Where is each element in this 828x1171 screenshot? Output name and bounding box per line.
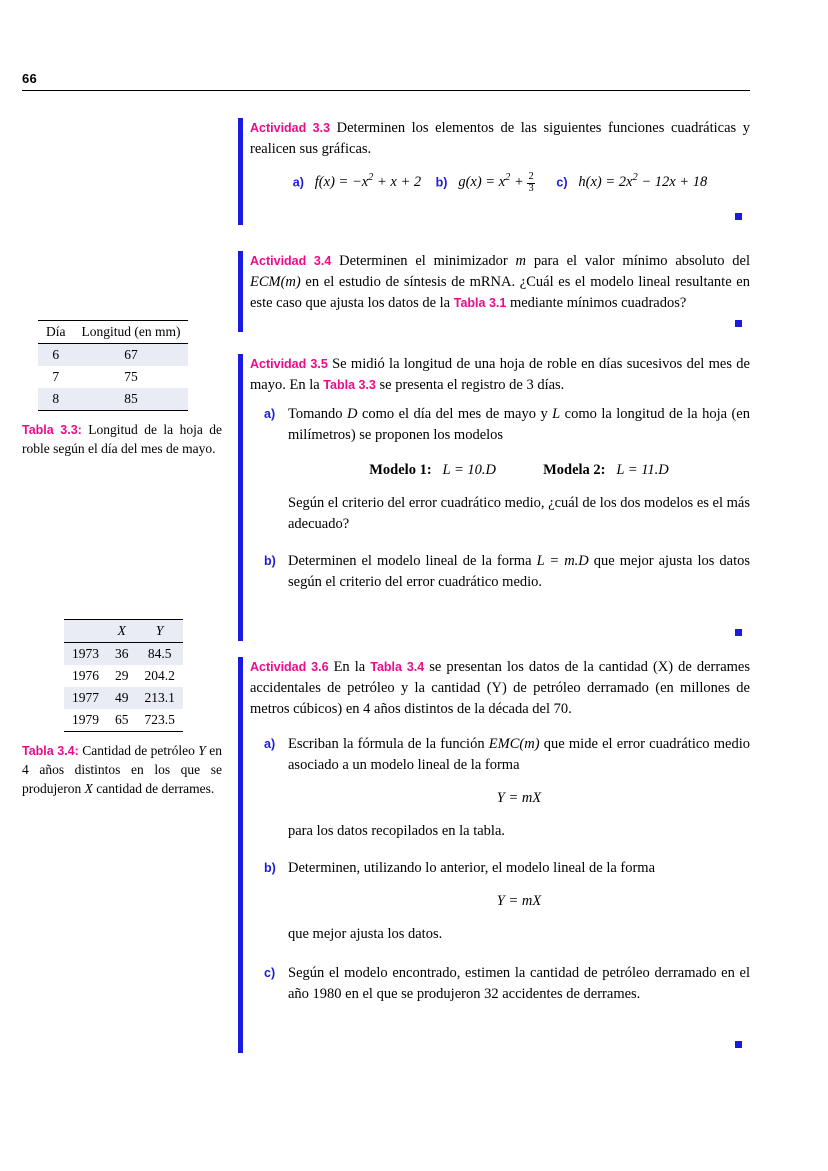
activity-3-4 [238, 251, 750, 332]
caption-label: Tabla 3.3: [22, 423, 82, 437]
table-cell: 723.5 [137, 709, 183, 732]
item-letter-b: b) [264, 554, 276, 569]
activity-3-3-items [250, 172, 750, 195]
table-header-cell: Y [137, 619, 183, 642]
table-cell: 29 [115, 667, 129, 683]
formula-c: $h(x) = 2x^2 - 12x + 18$ [571, 172, 708, 191]
activity-label: Actividad 3.3 [250, 121, 331, 135]
item-b-text: Determinen, utilizando lo anterior, el modelo lineal de la forma [288, 860, 656, 877]
activity-accent-bar [238, 657, 243, 1053]
activity-end-marker [250, 1035, 750, 1053]
caption-text-1: Cantidad de petróleo [78, 742, 199, 758]
table-header-cell: Longitud (en mm) [74, 321, 189, 344]
table-3-3 [38, 320, 188, 411]
table-row [38, 388, 188, 411]
symbol-m: m [515, 252, 527, 269]
item-b-tail: que mejor ajusta los datos. [288, 926, 443, 943]
table-cell: 1973 [72, 645, 99, 661]
table-row [64, 619, 183, 642]
activity-label: Actividad 3.6 [250, 660, 329, 675]
header-rule [22, 90, 750, 91]
table-cell: 7 [52, 369, 60, 384]
activity-label: Actividad 3.4 [250, 253, 332, 268]
table-cell: 75 [124, 369, 138, 384]
activity-3-3 [238, 118, 750, 225]
item-letter-c: c) [556, 175, 568, 190]
text-part-3: en el estudio de síntesis de mRNA. ¿Cuál es el modelo lineal resultante en este caso que ajusta los datos de la [250, 273, 750, 311]
caption-symbol-x: X [84, 780, 93, 796]
item-c-text: Según el modelo encontrado, estimen la cantidad de petróleo derramado en el año 1980 en el que se produjeron 32 accidentes de derrames. [288, 965, 750, 1003]
table-cell: 49 [115, 689, 129, 705]
formula-a: $f(x) = -x^2 + x + 2$ [307, 172, 422, 191]
item-a-equation: Y = mX [496, 790, 542, 807]
text-part-4: mediante mínimos cuadrados? [506, 294, 687, 311]
table-header-cell [64, 619, 107, 642]
item-a-text-1: Escriban la fórmula de la función [288, 736, 489, 753]
text-part-2: se presenta el registro de 3 días. [375, 377, 565, 393]
activity-3-6 [238, 657, 750, 1053]
modelo-1-label: Modelo 1: [369, 462, 432, 479]
activity-3-6-item-b [264, 858, 750, 945]
text-part-1: Se midió la longitud de una hoja de roble en días sucesivos del mes de mayo. En la [250, 355, 750, 393]
table-cell: 84.5 [147, 645, 172, 661]
caption-text-2: en 4 años distintos en los que se produjeron [22, 742, 222, 796]
table-3-3-caption [22, 421, 222, 459]
modelo-1-equation: L = 10.D [442, 462, 496, 479]
table-cell: 6 [52, 347, 60, 362]
activity-label: Actividad 3.5 [250, 356, 328, 371]
models-row [288, 460, 750, 481]
modelo-2-equation: L = 11.D [616, 462, 669, 479]
table-row [64, 709, 183, 732]
item-a-tail: Según el criterio del error cuadrático medio, ¿cuál de los dos modelos es el más adecuado? [288, 495, 750, 533]
activity-3-3-intro [250, 118, 750, 160]
activity-3-6-item-c [264, 963, 750, 1005]
activity-accent-bar [238, 354, 243, 641]
table-row [64, 642, 183, 665]
activity-accent-bar [238, 118, 243, 225]
table-header-cell: Día [38, 321, 74, 344]
text-part-1: Determinen el minimizador [339, 252, 516, 269]
table-reference: Tabla 3.4 [370, 660, 425, 675]
item-b-text: Determinen el modelo lineal de la forma L = m.D que mejor ajusta los datos según el criterio del error cuadrático medio. [288, 553, 751, 591]
table-3-4 [64, 619, 183, 732]
activity-accent-bar [238, 251, 243, 332]
item-letter-b: b) [435, 175, 448, 190]
table-cell: 67 [124, 347, 138, 362]
activity-3-5-intro [250, 354, 750, 396]
left-column [22, 320, 222, 798]
table-3-4-caption [22, 742, 222, 799]
text-part-2: se presentan los datos de la cantidad (X) de derrames accidentales de petróleo y la cantidad (Y) de petróleo derramado (en millones de metros cúbicos) en 4 años distintos de la década del 70. [250, 659, 750, 718]
item-letter-a: a) [264, 407, 276, 422]
table-cell: 204.2 [144, 667, 175, 683]
formula-b: $g(x) = x^2$ + $\frac{2}{3}$ [451, 171, 534, 194]
right-column [238, 118, 750, 1053]
table-cell: 36 [115, 645, 129, 661]
activity-intro-text: Determinen los elementos de las siguientes funciones cuadráticas y realicen sus gráficas. [250, 120, 750, 158]
item-b-equation: Y = mX [496, 893, 542, 910]
table-row [64, 687, 183, 709]
table-cell: 213.1 [144, 689, 175, 705]
text-part-1: En la [333, 659, 371, 676]
table-row [38, 344, 188, 367]
activity-3-5 [238, 354, 750, 641]
page-number: 66 [22, 71, 38, 86]
table-cell: 85 [74, 388, 189, 411]
text-part-2: para el valor mínimo absoluto del [526, 252, 751, 269]
item-a-tail: para los datos recopilados en la tabla. [288, 823, 506, 840]
activity-end-marker [250, 207, 750, 225]
item-letter-c: c) [264, 966, 276, 981]
activity-3-5-item-b [264, 551, 750, 593]
item-letter-b: b) [264, 861, 276, 876]
table-reference: Tabla 3.3 [323, 378, 376, 392]
table-row [38, 321, 188, 344]
table-cell: 1979 [64, 709, 107, 732]
caption-label: Tabla 3.4: [22, 743, 79, 758]
activity-end-marker [250, 623, 750, 641]
activity-3-4-text [250, 251, 750, 314]
item-a-text: Tomando D como el día del mes de mayo y L como la longitud de la hoja (en milímetros) se proponen los modelos [288, 406, 750, 444]
table-cell: 1977 [72, 689, 99, 705]
table-reference: Tabla 3.1 [453, 295, 507, 310]
caption-text: Longitud de la hoja de roble según el día del mes de mayo. [22, 422, 223, 456]
symbol-emc: EMC(m) [488, 736, 540, 753]
item-a-text-2: que mide el error cuadrático medio asociado a un modelo lineal de la forma [288, 736, 750, 774]
activity-3-6-item-a [264, 734, 750, 842]
activity-3-6-intro [250, 657, 750, 720]
activity-3-5-item-a [264, 404, 750, 535]
modelo-2-label: Modela 2: [543, 462, 606, 479]
table-row [38, 366, 188, 388]
caption-text-3: cantidad de derrames. [92, 780, 215, 796]
item-letter-a: a) [292, 175, 304, 190]
table-row [64, 665, 183, 687]
item-letter-a: a) [264, 737, 276, 752]
table-header-cell: X [107, 619, 137, 642]
table-cell: 65 [107, 709, 137, 732]
table-cell: 1976 [72, 667, 99, 683]
activity-end-marker [250, 314, 750, 332]
caption-symbol-y: Y [198, 742, 206, 758]
symbol-ecm: ECM(m) [250, 273, 301, 290]
table-cell: 8 [38, 388, 74, 411]
